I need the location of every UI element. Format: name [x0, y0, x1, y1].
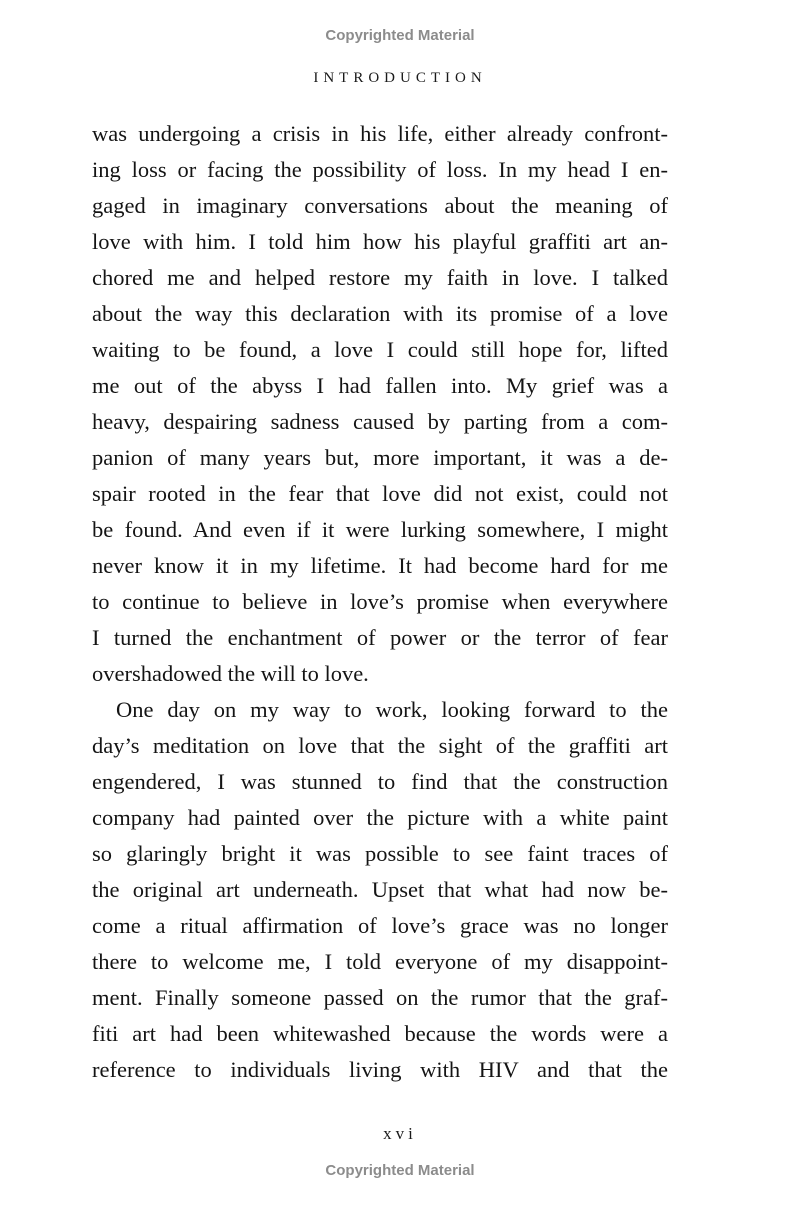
text-line: overshadowed the will to love.: [92, 661, 369, 686]
copyright-watermark-top: Copyrighted Material: [325, 27, 475, 44]
text-line: be found. And even if it were lurking somewhere, I might: [92, 517, 668, 542]
body-text: [92, 116, 668, 1088]
text-line: fiti art had been whitewashed because the words were a: [92, 1021, 668, 1046]
text-line: reference to individuals living with HIV and that the: [92, 1057, 668, 1082]
text-line: me out of the abyss I had fallen into. My grief was a: [92, 373, 668, 398]
text-line: gaged in imaginary conversations about the meaning of: [92, 193, 668, 218]
page-number: xvi: [383, 1124, 417, 1143]
text-line: engendered, I was stunned to find that the construction: [92, 769, 668, 794]
text-line: love with him. I told him how his playful graffiti art an-: [92, 229, 668, 254]
text-line: to continue to believe in love’s promise when everywhere: [92, 589, 668, 614]
copyright-watermark-bottom: Copyrighted Material: [325, 1162, 475, 1179]
text-line: the original art underneath. Upset that what had now be-: [92, 877, 668, 902]
text-line: there to welcome me, I told everyone of my disappoint-: [92, 949, 668, 974]
text-line: so glaringly bright it was possible to see faint traces of: [92, 841, 668, 866]
text-line: heavy, despairing sadness caused by parting from a com-: [92, 409, 668, 434]
text-line: day’s meditation on love that the sight of the graffiti art: [92, 733, 668, 758]
text-line: never know it in my lifetime. It had become hard for me: [92, 553, 668, 578]
text-line: ment. Finally someone passed on the rumor that the graf-: [92, 985, 668, 1010]
text-line: about the way this declaration with its promise of a love: [92, 301, 668, 326]
text-line: was undergoing a crisis in his life, either already confront-: [92, 121, 668, 146]
text-line: chored me and helped restore my faith in love. I talked: [92, 265, 668, 290]
text-line: panion of many years but, more important, it was a de-: [92, 445, 668, 470]
text-line: ing loss or facing the possibility of loss. In my head I en-: [92, 157, 668, 182]
text-line: One day on my way to work, looking forward to the: [116, 697, 668, 722]
running-head: INTRODUCTION: [313, 70, 487, 86]
text-line: come a ritual affirmation of love’s grace was no longer: [92, 913, 668, 938]
text-line: spair rooted in the fear that love did not exist, could not: [92, 481, 668, 506]
text-line: I turned the enchantment of power or the terror of fear: [92, 625, 668, 650]
text-line: company had painted over the picture with a white paint: [92, 805, 668, 830]
text-line: waiting to be found, a love I could still hope for, lifted: [92, 337, 668, 362]
